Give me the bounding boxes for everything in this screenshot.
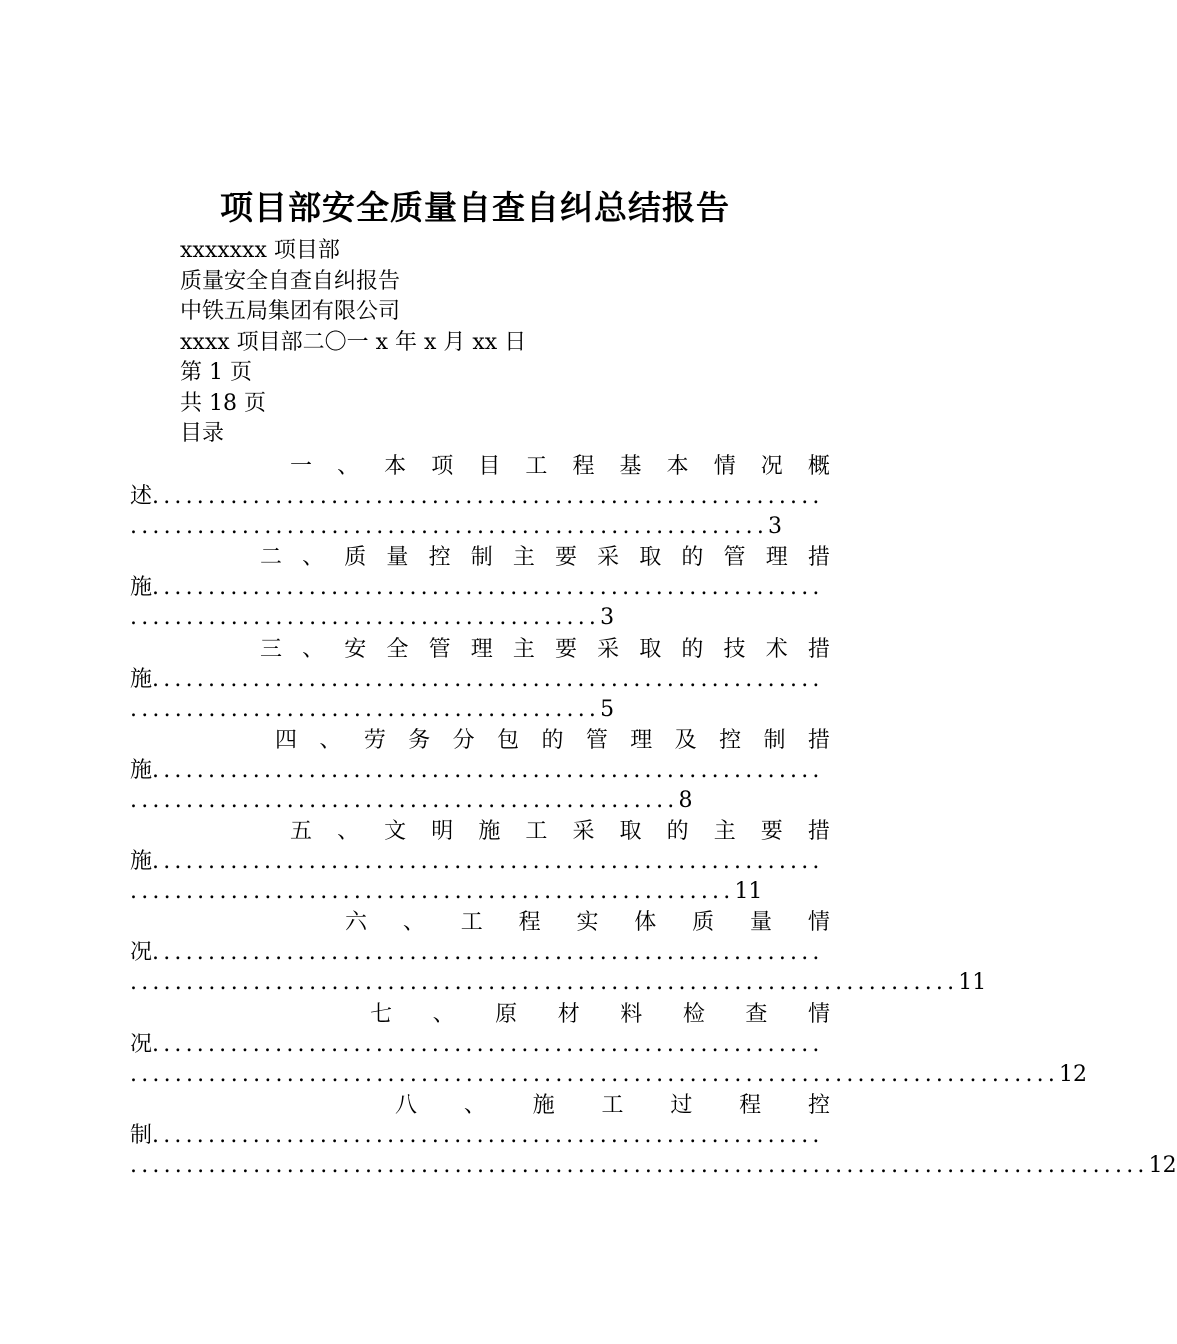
toc-entry[interactable] (130, 543, 830, 634)
toc-entry[interactable] (130, 1091, 1177, 1182)
toc-entry-leader: .................................................8 (130, 787, 693, 813)
toc-entry-continuation: 施............................................................ (130, 666, 824, 692)
project-name: xxxxxxx 项目部 (180, 238, 340, 263)
toc-entry-page-number: 5 (600, 696, 615, 722)
toc-entry[interactable] (130, 908, 987, 999)
toc-entry-leader: ......................................................11 (130, 879, 763, 905)
page-total: 共 18 页 (180, 390, 266, 416)
toc-entry-leader: ..........................................................................11 (130, 970, 987, 996)
toc-entry[interactable] (130, 452, 830, 543)
toc-entry-heading: 六 、 工 程 实 体 质 量 情 (345, 910, 830, 936)
toc-entry-continuation: 施............................................................ (130, 757, 824, 783)
toc-entry-leader: ..........................................3 (130, 605, 615, 631)
toc-entry-continuation: 施............................................................ (130, 849, 824, 875)
toc-entry[interactable] (130, 726, 830, 817)
toc-entry-page-number: 11 (958, 970, 987, 996)
toc-entry-leader: ...........................................................................................12 (130, 1153, 1177, 1179)
toc-entry-leader: ...................................................................................12 (130, 1061, 1088, 1087)
cover-info (180, 236, 526, 450)
toc-entry-page-number: 12 (1059, 1061, 1088, 1087)
toc-entry[interactable] (130, 1000, 1088, 1091)
report-name: 质量安全自查自纠报告 (180, 268, 401, 294)
toc-heading: 目录 (180, 421, 225, 446)
toc-entry-heading: 四 、 劳 务 分 包 的 管 理 及 控 制 措 (275, 727, 830, 753)
toc-entry-heading: 三 、 安 全 管 理 主 要 采 取 的 技 术 措 (260, 636, 830, 662)
toc-entry-page-number: 3 (600, 605, 615, 631)
toc-entry-continuation: 制............................................................ (130, 1123, 824, 1149)
toc-entry-heading: 八 、 施 工 过 程 控 (395, 1093, 830, 1119)
toc-entry-leader: ..........................................5 (130, 696, 615, 722)
toc-entry-page-number: 8 (678, 787, 693, 813)
toc-entry-page-number: 11 (734, 879, 763, 905)
toc-entry-leader: .........................................................3 (130, 514, 783, 539)
toc-entry-continuation: 况............................................................ (130, 940, 824, 966)
document-title: 项目部安全质量自查自纠总结报告 (220, 188, 730, 227)
toc-entry-heading: 一 、 本 项 目 工 程 基 本 情 况 概 (290, 454, 830, 479)
page-number: 第 1 页 (180, 360, 252, 385)
toc-entry-heading: 五 、 文 明 施 工 采 取 的 主 要 措 (290, 819, 830, 845)
toc-entry-continuation: 况............................................................ (130, 1031, 824, 1057)
report-date: xxxx 项目部二〇一 x 年 x 月 xx 日 (180, 329, 527, 355)
toc-entry-continuation: 述............................................................ (130, 484, 824, 509)
toc-entry-continuation: 施............................................................ (130, 575, 824, 601)
table-of-contents (130, 452, 1177, 1182)
toc-entry[interactable] (130, 817, 830, 908)
toc-entry-heading: 二 、 质 量 控 制 主 要 采 取 的 管 理 措 (260, 545, 830, 571)
toc-entry-page-number: 12 (1148, 1153, 1177, 1179)
toc-entry-heading: 七 、 原 材 料 检 查 情 (370, 1001, 830, 1027)
toc-entry[interactable] (130, 635, 830, 726)
toc-entry-page-number: 3 (768, 514, 783, 539)
company-name: 中铁五局集团有限公司 (180, 299, 401, 324)
